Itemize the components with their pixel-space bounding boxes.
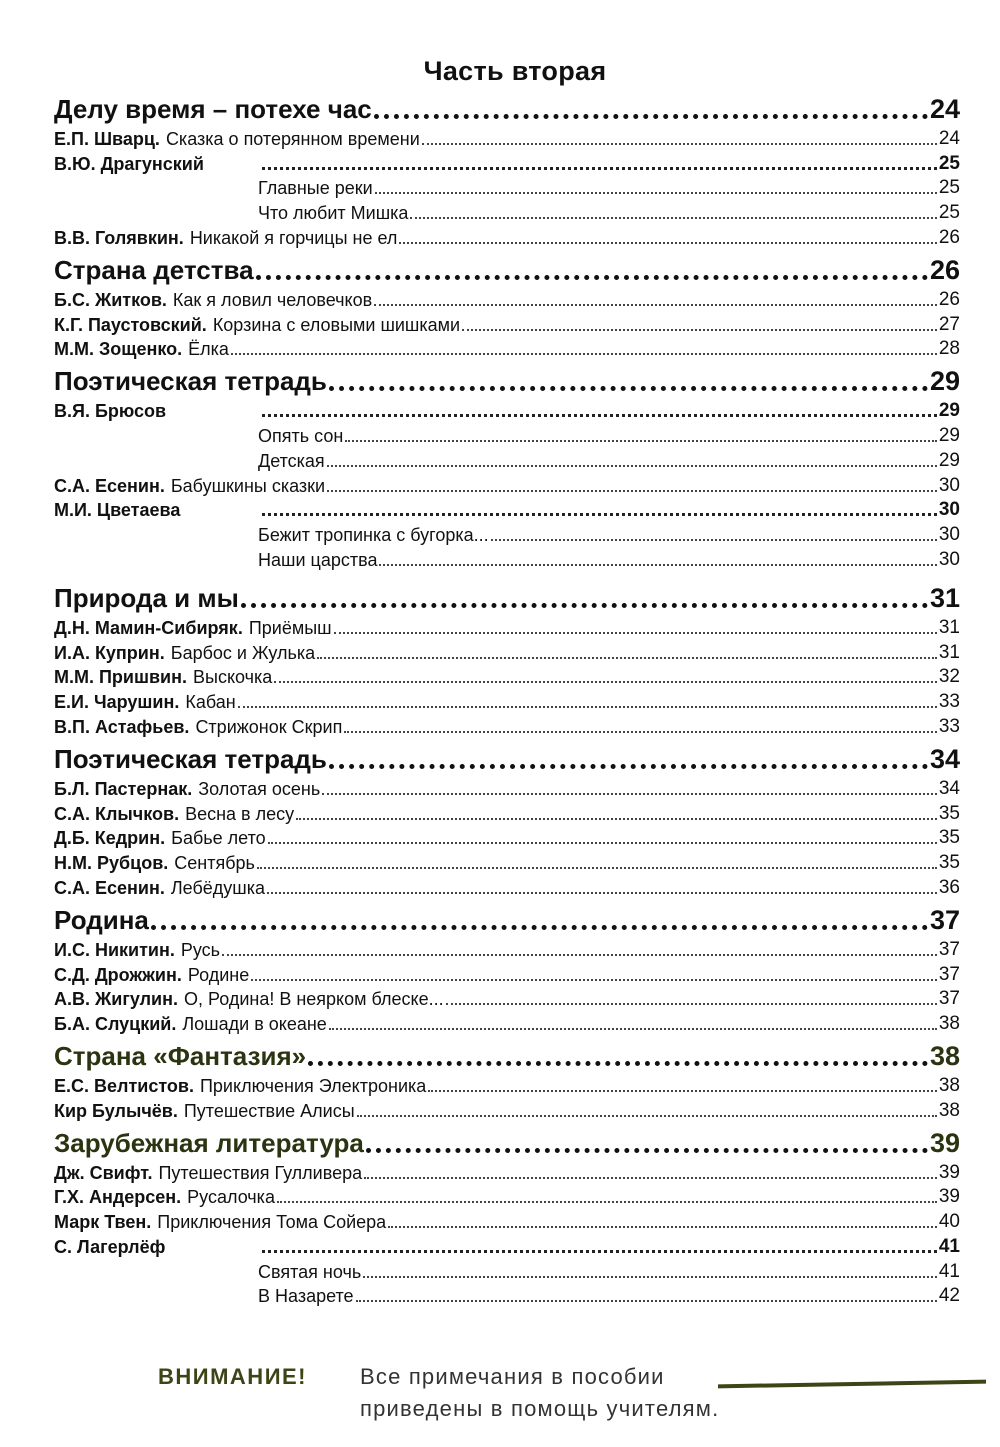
toc-entry [54, 125, 960, 150]
section-heading [54, 92, 960, 125]
dot-leader [322, 793, 937, 795]
dot-leader [296, 818, 937, 820]
entry-page-number: 34 [938, 777, 960, 799]
toc-entry [54, 775, 960, 800]
toc-entry [54, 1072, 960, 1097]
entry-page-number: 32 [938, 666, 960, 688]
entry-work-title: Бабушкины сказки [170, 475, 326, 496]
entry-work-title: Детская [258, 450, 325, 471]
toc-work-entry [54, 521, 960, 546]
entry-work-title: Корзина с еловыми шишками [212, 314, 461, 335]
entry-author: Б.С. Житков. [54, 289, 167, 310]
entry-author: В.В. Голявкин. [54, 227, 184, 248]
entry-page-number: 29 [938, 424, 960, 446]
entry-work-title: Сентябрь [174, 853, 255, 874]
section-title: Родина [54, 904, 149, 935]
entry-page-number: 28 [938, 338, 960, 360]
entry-page-number: 37 [938, 938, 960, 960]
toc-entry [54, 286, 960, 311]
toc-entry [54, 1097, 960, 1122]
toc-author-heading [54, 397, 960, 422]
entry-page-number: 39 [938, 1186, 960, 1208]
entry-work-title: Стрижонок Скрип [195, 716, 343, 737]
toc-entry [54, 849, 960, 874]
dot-leader [375, 192, 937, 194]
dot-leader [491, 539, 937, 541]
toc-work-entry [54, 1258, 960, 1283]
entry-author: С.А. Клычков. [54, 803, 180, 824]
table-of-contents [54, 92, 960, 1307]
dot-leader [251, 979, 937, 981]
dot-leader [268, 842, 937, 844]
entry-work-title: Путешествия Гулливера [158, 1162, 363, 1183]
entry-work-title: Главные реки [258, 178, 373, 199]
entry-page-number: 36 [938, 876, 960, 898]
note-text-line-1: Все примечания в пособии [360, 1364, 665, 1389]
dot-leader [222, 954, 937, 956]
entry-author: Б.Л. Пастернак. [54, 778, 193, 799]
entry-author: Кир Булычёв. [54, 1100, 178, 1121]
section-title: Поэтическая тетрадь [54, 743, 327, 774]
entry-author: К.Г. Паустовский. [54, 314, 207, 335]
entry-page-number: 25 [938, 152, 960, 174]
entry-page-number: 33 [938, 715, 960, 737]
dot-leader [329, 386, 928, 391]
dot-leader [357, 1115, 937, 1117]
toc-author-heading [54, 497, 960, 522]
toc-entry [54, 688, 960, 713]
entry-author: С. Лагерлёф [54, 1236, 166, 1257]
entry-author: Б.А. Слуцкий. [54, 1014, 177, 1035]
entry-page-number: 38 [938, 1074, 960, 1096]
note-underline [718, 1380, 986, 1389]
dot-leader [374, 304, 937, 306]
dot-leader [334, 632, 937, 634]
entry-author: С.А. Есенин. [54, 877, 165, 898]
dot-leader [327, 490, 937, 492]
dot-leader [274, 681, 937, 683]
entry-page-number: 31 [938, 616, 960, 638]
entry-work-title: В Назарете [258, 1286, 354, 1307]
toc-work-entry [54, 422, 960, 447]
section-title: Поэтическая тетрадь [54, 366, 327, 397]
section-title: Природа и мы [54, 582, 239, 613]
entry-work-title: Опять сон [258, 425, 344, 446]
section-page-number: 34 [929, 743, 960, 774]
section-title: Страна детства [54, 254, 254, 285]
dot-leader [363, 1276, 937, 1278]
section-heading [54, 742, 960, 775]
entry-author: Е.И. Чарушин. [54, 692, 180, 713]
dot-leader [388, 1226, 937, 1228]
toc-entry [54, 639, 960, 664]
toc-work-entry [54, 175, 960, 200]
dot-leader [428, 1090, 937, 1092]
section-title: Зарубежная литература [54, 1127, 364, 1158]
entry-author: Е.С. Велтистов. [54, 1075, 194, 1096]
entry-page-number: 41 [938, 1260, 960, 1282]
entry-author: Е.П. Шварц. [54, 128, 160, 149]
toc-entry [54, 986, 960, 1011]
section-page-number: 31 [929, 582, 960, 613]
dot-leader [422, 143, 937, 145]
toc-entry [54, 664, 960, 689]
entry-author: С.А. Есенин. [54, 475, 165, 496]
dot-leader [317, 657, 937, 659]
toc-entry [54, 472, 960, 497]
entry-author: Н.М. Рубцов. [54, 853, 169, 874]
section-heading [54, 581, 960, 614]
entry-page-number: 30 [938, 499, 960, 521]
entry-page-number: 35 [938, 827, 960, 849]
entry-page-number: 30 [938, 524, 960, 546]
entry-work-title: Барбос и Жулька [170, 642, 316, 663]
toc-entry [54, 800, 960, 825]
toc-entry [54, 224, 960, 249]
entry-page-number: 38 [938, 1099, 960, 1121]
entry-page-number: 39 [938, 1161, 960, 1183]
entry-work-title: Лебёдушка [170, 877, 266, 898]
dot-leader [345, 440, 937, 442]
section-page-number: 29 [929, 366, 960, 397]
section-title: Страна «Фантазия» [54, 1041, 307, 1072]
entry-author: Д.Б. Кедрин. [54, 828, 166, 849]
entry-author: С.Д. Дрожжин. [54, 964, 182, 985]
entry-author: В.Я. Брюсов [54, 401, 167, 422]
entry-author: Г.Х. Андерсен. [54, 1187, 182, 1208]
entry-page-number: 41 [938, 1235, 960, 1257]
dot-leader [262, 167, 937, 170]
entry-page-number: 25 [938, 202, 960, 224]
section-page-number: 37 [929, 904, 960, 935]
toc-entry [54, 336, 960, 361]
toc-entry [54, 936, 960, 961]
entry-work-title: Святая ночь [258, 1261, 362, 1282]
entry-author: В.Ю. Драгунский [54, 153, 204, 174]
entry-work-title: Родине [187, 964, 250, 985]
entry-page-number: 26 [938, 288, 960, 310]
entry-page-number: 42 [938, 1285, 960, 1307]
entry-page-number: 29 [938, 400, 960, 422]
section-page-number: 38 [929, 1041, 960, 1072]
toc-entry [54, 614, 960, 639]
dot-leader [410, 217, 936, 219]
entry-work-title: Приключения Электроника [199, 1075, 427, 1096]
dot-leader [151, 925, 928, 930]
dot-leader [231, 353, 937, 355]
entry-work-title: Русалочка [187, 1187, 275, 1208]
note-text-line-2: приведены в помощь учителям. [360, 1396, 720, 1421]
entry-page-number: 31 [938, 641, 960, 663]
entry-work-title: Золотая осень [198, 778, 321, 799]
entry-work-title: Никакой я горчицы не ел [189, 227, 398, 248]
dot-leader [366, 1148, 928, 1153]
section-title: Делу время – потехе час [54, 94, 372, 124]
entry-author: Д.Н. Мамин-Сибиряк. [54, 617, 243, 638]
entry-page-number: 30 [938, 474, 960, 496]
entry-author: Марк Твен. [54, 1212, 152, 1233]
entry-work-title: Бабье лето [171, 828, 266, 849]
toc-entry [54, 1208, 960, 1233]
dot-leader [257, 867, 937, 869]
dot-leader [374, 114, 928, 119]
page-title: Часть вторая [423, 56, 607, 86]
toc-entry [54, 874, 960, 899]
entry-author: М.М. Зощенко. [54, 339, 183, 360]
section-page-number: 39 [929, 1127, 960, 1158]
section-page-number: 26 [929, 254, 960, 285]
toc-work-entry [54, 447, 960, 472]
entry-author: И.А. Куприн. [54, 642, 165, 663]
entry-page-number: 40 [938, 1211, 960, 1233]
entry-work-title: Выскочка [193, 667, 273, 688]
toc-work-entry [54, 546, 960, 571]
dot-leader [446, 1003, 937, 1005]
dot-leader [262, 1250, 937, 1253]
toc-entry [54, 1159, 960, 1184]
dot-leader [329, 1028, 937, 1030]
dot-leader [262, 414, 937, 417]
entry-work-title: Приключения Тома Сойера [157, 1212, 387, 1233]
toc-entry [54, 1184, 960, 1209]
dot-leader [238, 706, 937, 708]
section-heading [54, 1039, 960, 1072]
toc-entry [54, 713, 960, 738]
entry-work-title: Бежит тропинка с бугорка... [258, 525, 489, 546]
dot-leader [364, 1177, 937, 1179]
entry-work-title: Лошади в океане [182, 1014, 327, 1035]
section-heading [54, 253, 960, 286]
entry-author: И.С. Никитин. [54, 939, 175, 960]
entry-page-number: 27 [938, 313, 960, 335]
entry-page-number: 26 [938, 226, 960, 248]
section-heading [54, 1126, 960, 1159]
entry-work-title: Как я ловил человечков [172, 289, 373, 310]
entry-author: Дж. Свифт. [54, 1162, 153, 1183]
attention-label: ВНИМАНИЕ! [158, 1364, 308, 1389]
dot-leader [379, 564, 936, 566]
entry-work-title: Что любит Мишка [258, 203, 409, 224]
dot-leader [327, 465, 937, 467]
entry-page-number: 35 [938, 802, 960, 824]
dot-leader [462, 329, 937, 331]
entry-work-title: Приёмыш [248, 617, 332, 638]
toc-entry [54, 825, 960, 850]
section-heading [54, 903, 960, 936]
entry-author: М.И. Цветаева [54, 500, 181, 521]
entry-page-number: 29 [938, 449, 960, 471]
dot-leader [241, 603, 928, 608]
section-heading [54, 364, 960, 397]
entry-work-title: Наши царства [258, 549, 378, 570]
entry-page-number: 37 [938, 963, 960, 985]
entry-work-title: О, Родина! В неярком блеске... [183, 989, 444, 1010]
entry-page-number: 25 [938, 177, 960, 199]
toc-work-entry [54, 199, 960, 224]
toc-work-entry [54, 1283, 960, 1308]
dot-leader [356, 1300, 937, 1302]
entry-page-number: 24 [938, 127, 960, 149]
entry-work-title: Сказка о потерянном времени [165, 128, 420, 149]
entry-work-title: Путешествие Алисы [183, 1100, 355, 1121]
section-page-number: 24 [929, 94, 960, 124]
entry-author: А.В. Жигулин. [54, 989, 178, 1010]
entry-page-number: 35 [938, 852, 960, 874]
entry-page-number: 30 [938, 548, 960, 570]
dot-leader [399, 242, 936, 244]
toc-entry [54, 311, 960, 336]
toc-entry [54, 1010, 960, 1035]
dot-leader [329, 764, 928, 769]
dot-leader [308, 1061, 928, 1066]
entry-author: М.М. Пришвин. [54, 667, 187, 688]
toc-entry [54, 961, 960, 986]
section-spacer [54, 571, 960, 581]
entry-work-title: Русь [180, 939, 221, 960]
entry-work-title: Ёлка [188, 339, 229, 360]
dot-leader [344, 731, 937, 733]
dot-leader [267, 892, 937, 894]
dot-leader [256, 275, 928, 280]
entry-work-title: Весна в лесу [185, 803, 295, 824]
entry-work-title: Кабан [185, 692, 236, 713]
toc-author-heading [54, 1233, 960, 1258]
entry-author: В.П. Астафьев. [54, 716, 190, 737]
entry-page-number: 38 [938, 1013, 960, 1035]
toc-author-heading [54, 150, 960, 175]
entry-page-number: 33 [938, 691, 960, 713]
entry-page-number: 37 [938, 988, 960, 1010]
dot-leader [277, 1201, 937, 1203]
dot-leader [262, 513, 937, 516]
